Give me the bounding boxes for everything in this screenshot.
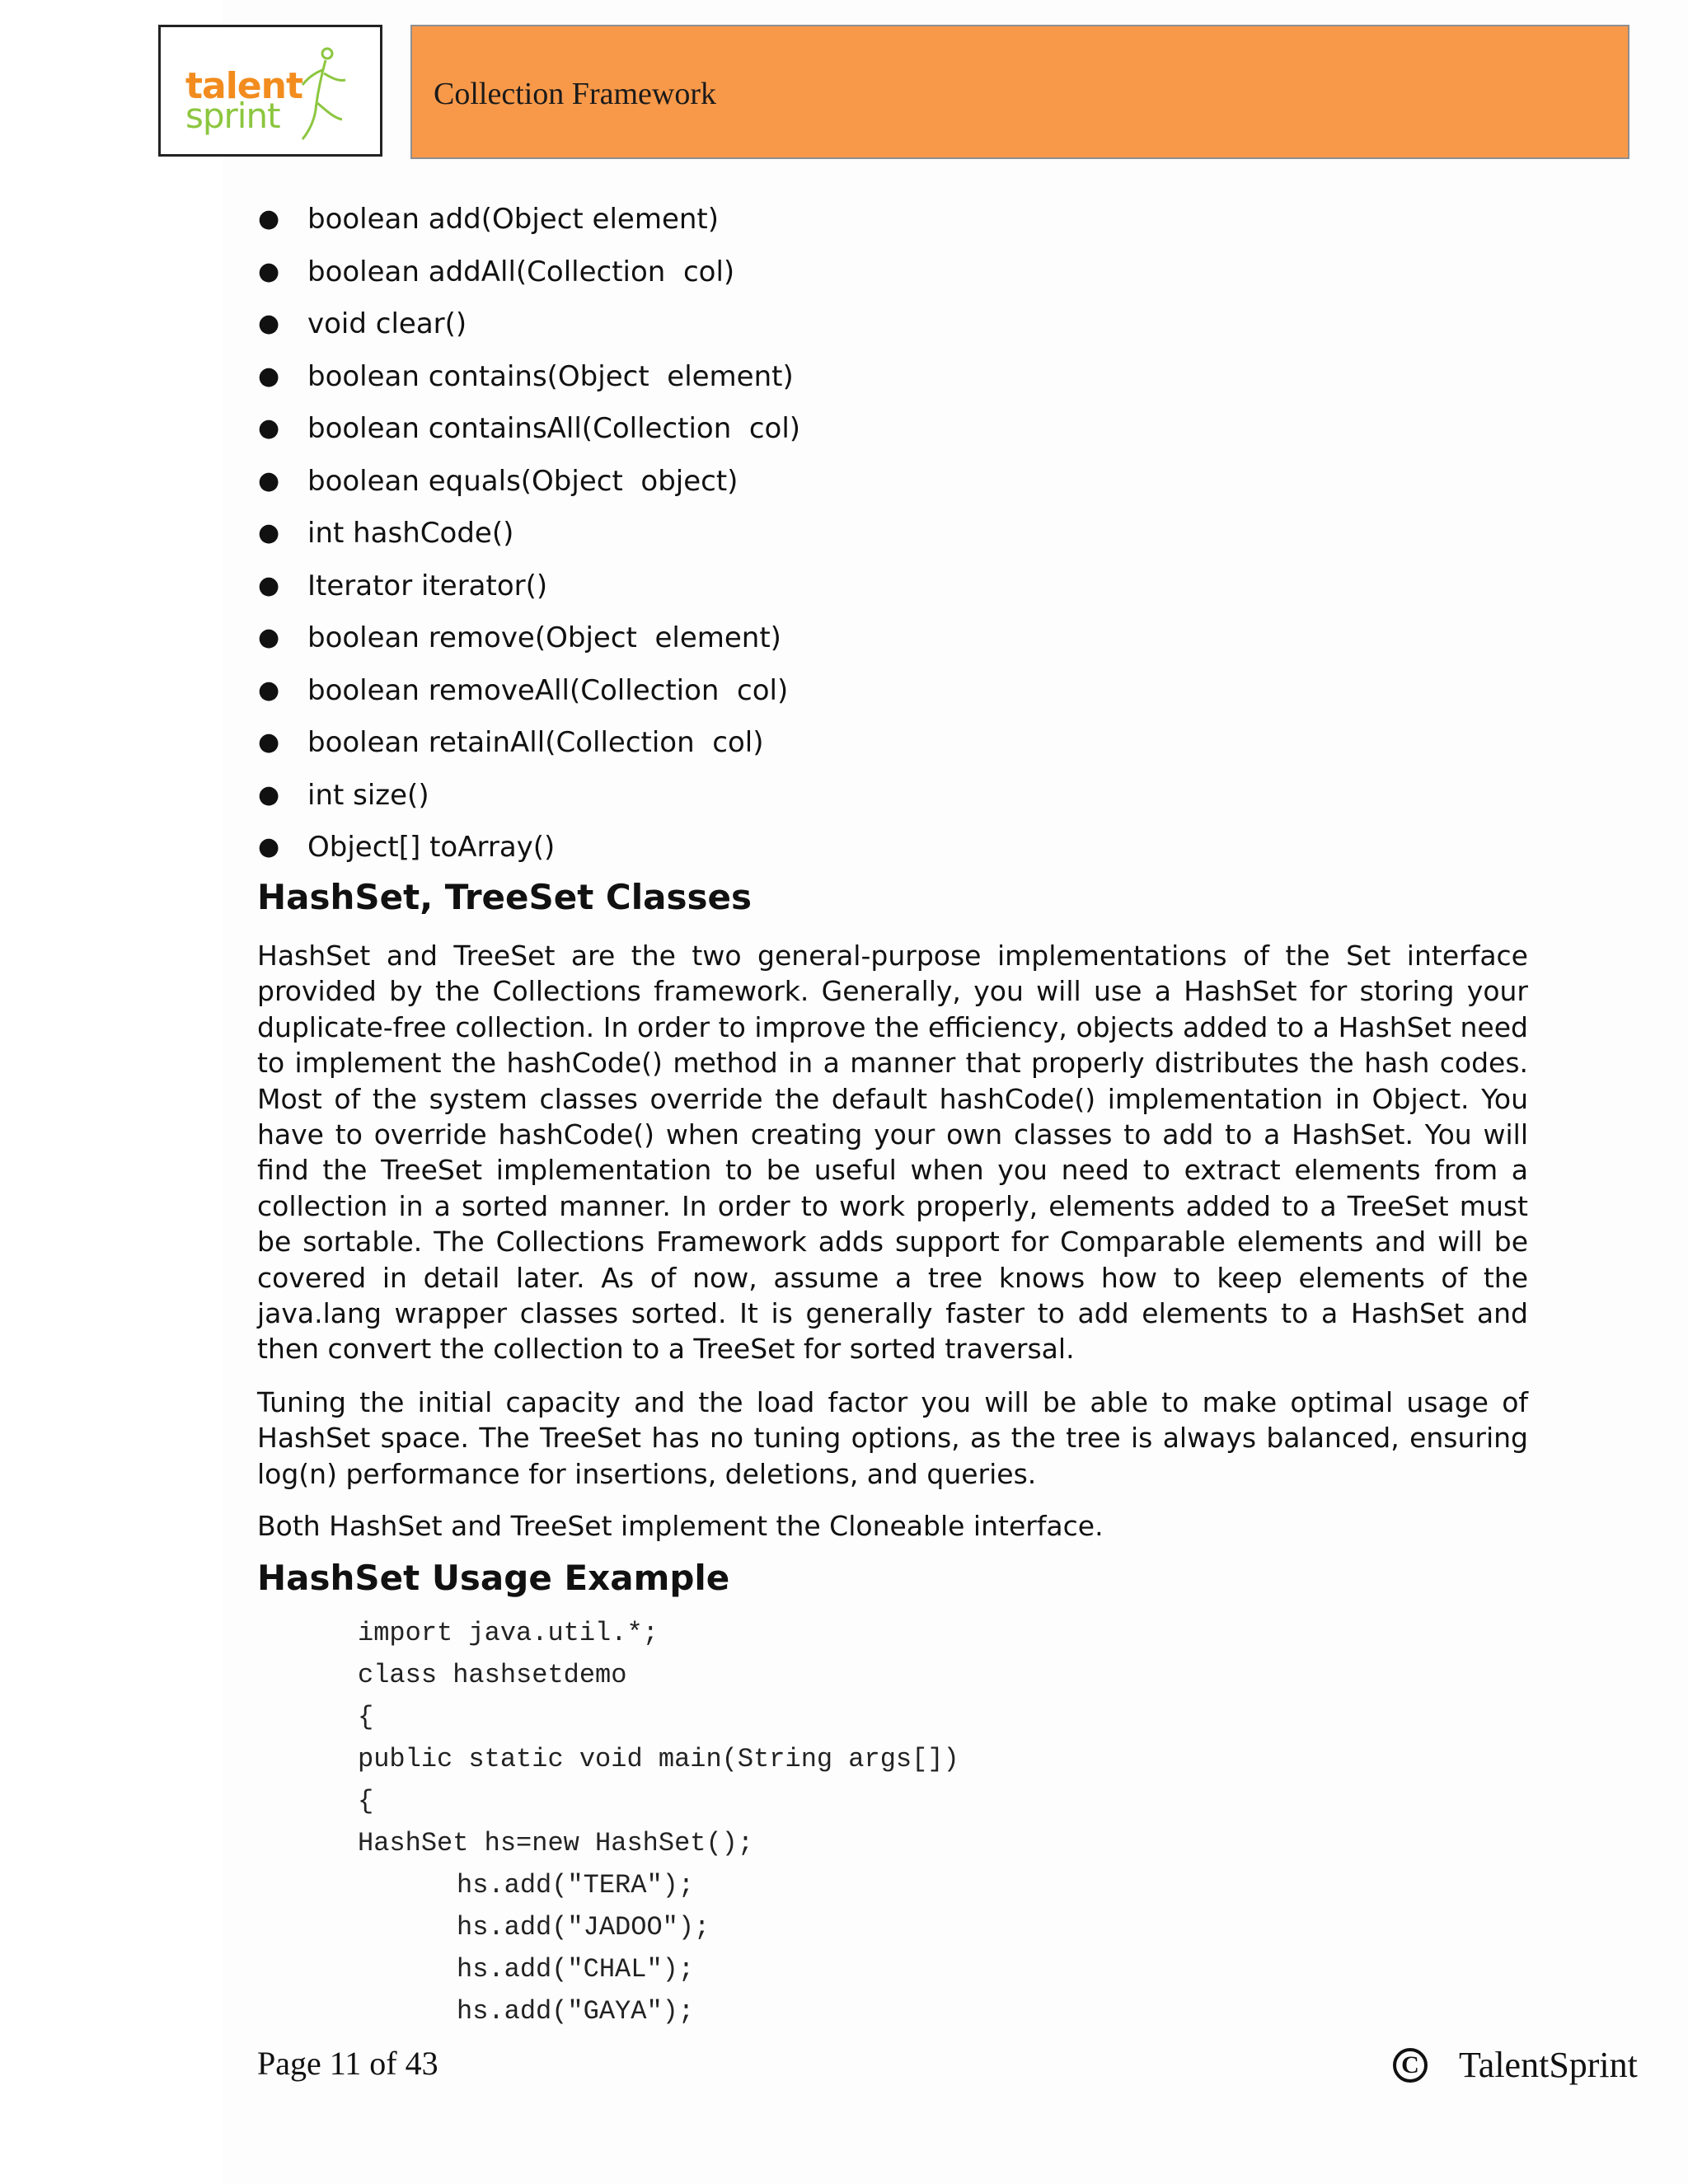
code-line: hs.add("GAYA");: [457, 1996, 695, 2027]
code-line: hs.add("TERA");: [457, 1870, 695, 1900]
paragraph-tuning: Tuning the initial capacity and the load factor you will be able to make optimal usage of HashSet space. The TreeSet has no tuning options, as the tree is always balanced, ensuring log(n) performance for insertions, deletions, and queries.: [257, 1386, 1528, 1490]
method-list: [256, 196, 800, 877]
logo-text-talent: talent: [185, 65, 303, 107]
bullet-icon: ●: [258, 832, 280, 861]
list-item: ● boolean equals(Object object): [256, 458, 800, 511]
company-name: TalentSprint: [1459, 2045, 1638, 2085]
list-item: ● int hashCode(): [256, 510, 800, 563]
list-item: ● boolean addAll(Collection col): [256, 249, 800, 302]
code-line: {: [358, 1786, 374, 1816]
code-line: hs.add("JADOO");: [457, 1912, 710, 1943]
footer-copyright: [1393, 2044, 1638, 2086]
bullet-icon: ●: [258, 623, 280, 652]
bullet-icon: ●: [258, 256, 280, 286]
logo-text-sprint: sprint: [185, 96, 280, 136]
bullet-icon: ●: [258, 361, 280, 391]
paragraph-cloneable: Both HashSet and TreeSet implement the Cloneable interface.: [257, 1510, 1104, 1542]
bullet-icon: ●: [258, 204, 280, 233]
code-line: hs.add("CHAL");: [457, 1954, 695, 1985]
list-item: ● Object[] toArray(): [256, 824, 800, 877]
logo: [158, 25, 382, 157]
bullet-icon: ●: [258, 570, 280, 600]
list-item: ● Iterator iterator(): [256, 563, 800, 616]
paragraph-intro: HashSet and TreeSet are the two general-purpose implementations of the Set interface provided by the Collections framework. Generally, you will use a HashSet for storing your duplicate-free collection. In order to improve the efficiency, objects added to a HashSet need to implement the hashCode() method in a manner that properly distributes the hash codes. Most of the system classes override the default hashCode() implementation in Object. You have to override hashCode() when creating your own classes to add to a HashSet. You will find the TreeSet implementation to be useful when you need to extract elements from a collection in a sorted manner. In order to work properly, elements added to a TreeSet must be sortable. The Collections Framework adds support for Comparable elements and will be covered in detail later. As of now, assume a tree knows how to keep elements of the java.lang wrapper classes sorted. It is generally faster to add elements to a HashSet and then convert the collection to a TreeSet for sorted traversal.: [257, 940, 1528, 1366]
copyright-icon: C: [1393, 2048, 1428, 2083]
runner-icon: [284, 45, 350, 144]
page-number: Page 11 of 43: [257, 2045, 438, 2082]
list-item: ● boolean add(Object element): [256, 196, 800, 249]
list-item: ● int size(): [256, 772, 800, 825]
bullet-icon: ●: [258, 414, 280, 443]
section-heading-hashset-treeset: HashSet, TreeSet Classes: [257, 877, 752, 917]
list-item: ● boolean containsAll(Collection col): [256, 405, 800, 458]
header-bar: [410, 25, 1629, 159]
code-line: {: [358, 1702, 374, 1732]
bullet-icon: ●: [258, 309, 280, 338]
bullet-icon: ●: [258, 728, 280, 757]
bullet-icon: ●: [258, 466, 280, 495]
code-line: import java.util.*;: [358, 1618, 659, 1648]
bullet-icon: ●: [258, 780, 280, 809]
list-item: ● boolean retainAll(Collection col): [256, 719, 800, 772]
document-title: Collection Framework: [434, 77, 716, 111]
list-item: ● boolean removeAll(Collection col): [256, 668, 800, 720]
list-item: ● boolean remove(Object element): [256, 615, 800, 668]
section-heading-usage-example: HashSet Usage Example: [257, 1558, 730, 1598]
code-block: [358, 1612, 959, 2032]
code-line: class hashsetdemo: [358, 1660, 627, 1690]
list-item: ● boolean contains(Object element): [256, 354, 800, 406]
list-item: ● void clear(): [256, 301, 800, 354]
code-line: public static void main(String args[]): [358, 1744, 959, 1774]
code-line: HashSet hs=new HashSet();: [358, 1828, 754, 1858]
bullet-icon: ●: [258, 675, 280, 705]
bullet-icon: ●: [258, 518, 280, 547]
